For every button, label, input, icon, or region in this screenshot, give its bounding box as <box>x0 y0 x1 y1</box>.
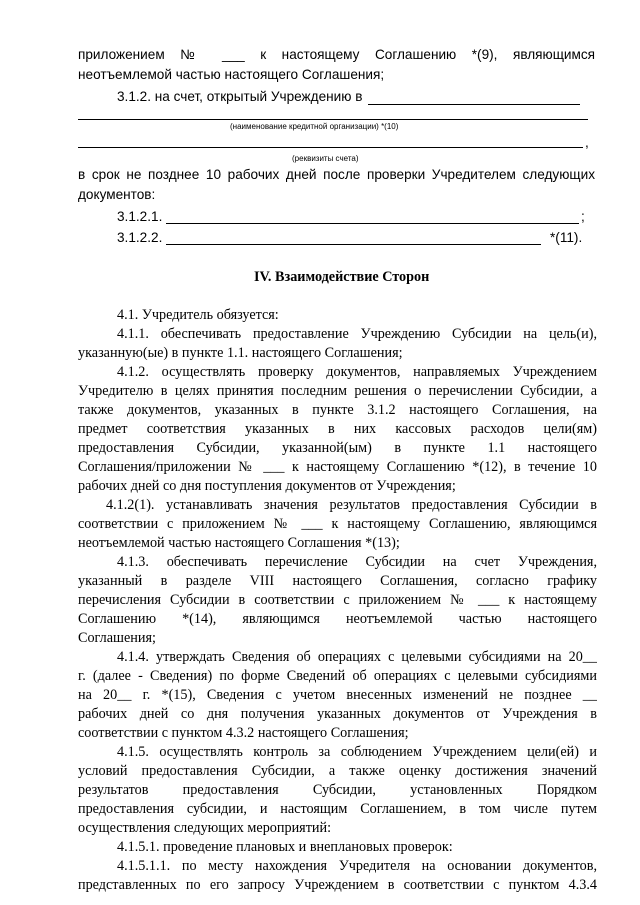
para-line: Соглашения; <box>78 630 156 646</box>
text-line-4: документов: <box>78 187 156 202</box>
para-line: Учредителю в целях принятия последним решения о перечислении Субсидии, а <box>78 383 597 399</box>
para-line: предмет соответствия указанных в них кассовых расходов цели(ям) <box>78 421 597 437</box>
para-line: предоставления субсидии, и настоящим Соглашением, в том числе путем <box>78 801 597 817</box>
para-line: соответствии с приложением № ___ к настоящему Соглашению, являющимся <box>78 516 597 532</box>
para-line: также документов, указанных в пункте 3.1.2 настоящего Соглашения, на <box>78 402 597 418</box>
clause-3-1-2-1: 3.1.2.1. <box>117 209 163 224</box>
para-line: 4.1.2(1). устанавливать значения результатов предоставления Субсидии в <box>106 497 597 513</box>
para-line: предоставления Субсидии, указанной(ым) в пункте 1.1 настоящего <box>78 440 597 456</box>
para-line: указанную(ые) в пункте 1.1. настоящего Соглашения; <box>78 345 403 361</box>
para-line: соответствии с пунктом 4.3.2 настоящего Соглашения; <box>78 725 409 741</box>
text-line-2: неотъемлемой частью настоящего Соглашения; <box>78 67 385 82</box>
para-line: на 20__ г. *(15), Сведения с учетом внесенных изменений не позднее __ <box>78 687 597 703</box>
para-line: 4.1.1. обеспечивать предоставление Учреждению Субсидии на цель(и), <box>117 326 597 342</box>
bank-line <box>78 119 588 120</box>
para-line: представленных по его запросу Учреждением в соответствии с пунктом 4.3.4 <box>78 877 597 893</box>
clause-3-1-2-2-line <box>166 244 541 245</box>
section-title: IV. Взаимодействие Сторон <box>254 269 430 285</box>
caption-bank-name: (наименование кредитной организации) *(10) <box>230 122 399 131</box>
para-line: г. (далее - Сведения) по форме Сведений об операциях с целевыми субсидиями <box>78 668 597 684</box>
para-line: 4.1. Учредитель обязуется: <box>117 307 279 323</box>
semicolon: ; <box>581 209 585 224</box>
para-line: 4.1.3. обеспечивать перечисление Субсидии на счет Учреждения, <box>117 554 597 570</box>
para-line: неотъемлемой частью настоящего Соглашения *(13); <box>78 535 400 551</box>
account-line <box>78 147 583 148</box>
clause-3-1-2: 3.1.2. на счет, открытый Учреждению в <box>117 89 363 104</box>
bank-underline <box>368 104 580 105</box>
para-line: 4.1.5.1.1. по месту нахождения Учредителя на основании документов, <box>117 858 597 874</box>
para-line: Соглашению *(14), являющимся неотъемлемой частью настоящего <box>78 611 597 627</box>
text-line-3: в срок не позднее 10 рабочих дней после проверки Учредителем следующих <box>78 167 595 182</box>
para-line: 4.1.5. осуществлять контроль за соблюдением Учреждением цели(ей) и <box>117 744 597 760</box>
para-line: рабочих дней со дня получения указанных документов от Учреждения в <box>78 706 597 722</box>
para-line: рабочих дней со дня поступления документов от Учреждения; <box>78 478 456 494</box>
footnote-11: *(11). <box>550 230 583 245</box>
para-line: условий предоставления Субсидии, а также оценку достижения значений <box>78 763 597 779</box>
clause-3-1-2-2: 3.1.2.2. <box>117 230 163 245</box>
caption-account-details: (реквизиты счета) <box>292 154 359 163</box>
para-line: Соглашения/приложении № ___ к настоящему Соглашению *(12), в течение 10 <box>78 459 597 475</box>
para-line: осуществления следующих мероприятий: <box>78 820 332 836</box>
comma: , <box>585 135 589 150</box>
para-line: указанный в разделе VIII настоящего Соглашения, согласно графику <box>78 573 597 589</box>
para-line: перечисления Субсидии в соответствии с приложением № ___ к настоящему <box>78 592 597 608</box>
para-line: результатов предоставления Субсидии, установленных Порядком <box>78 782 597 798</box>
text-line-1: приложением № ___ к настоящему Соглашению *(9), являющимся <box>78 47 595 62</box>
para-line: 4.1.2. осуществлять проверку документов, направляемых Учреждением <box>117 364 597 380</box>
para-line: 4.1.5.1. проведение плановых и внеплановых проверок: <box>117 839 453 855</box>
clause-3-1-2-1-line <box>166 223 579 224</box>
para-line: 4.1.4. утверждать Сведения об операциях с целевыми субсидиями на 20__ <box>117 649 597 665</box>
